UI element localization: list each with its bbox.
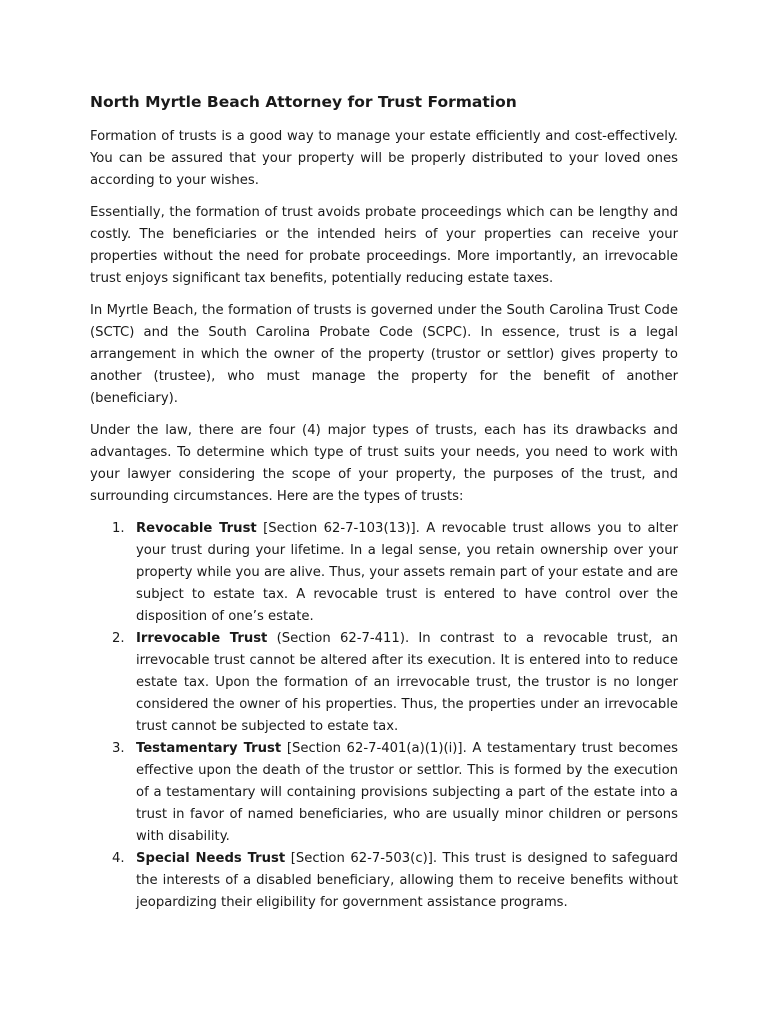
list-item-term: Revocable Trust — [136, 521, 257, 536]
list-item — [112, 628, 678, 738]
intro-paragraph: Formation of trusts is a good way to manage your estate efficiently and cost-effectively. You can be assured that your property will be properly distributed to your loved ones according to your wishes. — [90, 129, 678, 188]
list-item — [112, 738, 678, 848]
list-item-number: 3. — [112, 741, 125, 756]
list-item-number: 4. — [112, 851, 125, 866]
list-item-number: 1. — [112, 521, 125, 536]
trust-types-list — [90, 518, 678, 914]
types-intro-paragraph: Under the law, there are four (4) major types of trusts, each has its drawbacks and advantages. To determine which type of trust suits your needs, you need to work with your lawyer considering the scope of your property, the purposes of the trust, and surrounding circumstances. Here are the types of trusts: — [90, 423, 678, 504]
list-item-term: Irrevocable Trust — [136, 631, 268, 646]
list-item-text: [Section 62-7-503(c)]. This trust is designed to safeguard the interests of a disabled beneficiary, allowing them to receive benefits without jeopardizing their eligibility for government assistance programs. — [136, 851, 678, 910]
list-item-term: Testamentary Trust — [136, 741, 282, 756]
list-item-number: 2. — [112, 631, 125, 646]
page-title: North Myrtle Beach Attorney for Trust Formation — [90, 93, 517, 111]
list-item-term: Special Needs Trust — [136, 851, 286, 866]
list-item-text: (Section 62-7-411). In contrast to a revocable trust, an irrevocable trust cannot be altered after its execution. It is entered into to reduce estate tax. Upon the formation of an irrevocable trust, the trustor is no longer considered the owner of his properties. Thus, the properties under an irrevocable trust cannot be subjected to estate tax. — [136, 631, 678, 734]
governing-law-paragraph: In Myrtle Beach, the formation of trusts is governed under the South Carolina Trust Code (SCTC) and the South Carolina Probate Code (SCPC). In essence, trust is a legal arrangement in which the owner of the property (trustor or settlor) gives property to another (trustee), who must manage the property for the benefit of another (beneficiary). — [90, 303, 678, 406]
probate-paragraph: Essentially, the formation of trust avoids probate proceedings which can be lengthy and costly. The beneficiaries or the intended heirs of your properties can receive your properties without the need for probate proceedings. More importantly, an irrevocable trust enjoys significant tax benefits, potentially reducing estate taxes. — [90, 205, 678, 286]
list-item — [112, 848, 678, 914]
list-item-text: [Section 62-7-401(a)(1)(i)]. A testamentary trust becomes effective upon the death of the trustor or settlor. This is formed by the execution of a testamentary will containing provisions subjecting a part of the estate into a trust in favor of named beneficiaries, who are usually minor children or persons with disability. — [136, 741, 678, 844]
list-item — [112, 518, 678, 628]
list-item-text: [Section 62-7-103(13)]. A revocable trust allows you to alter your trust during your lifetime. In a legal sense, you retain ownership over your property while you are alive. Thus, your assets remain part of your estate and are subject to estate tax. A revocable trust is entered to have control over the disposition of one’s estate. — [136, 521, 678, 624]
